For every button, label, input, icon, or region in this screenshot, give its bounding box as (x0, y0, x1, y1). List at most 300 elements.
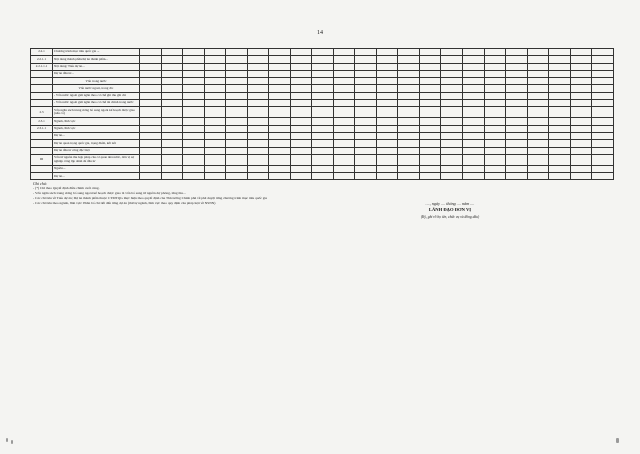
empty-cell (398, 125, 420, 132)
empty-cell (140, 92, 162, 99)
empty-cell (549, 132, 571, 139)
empty-cell (592, 78, 614, 85)
note-item: - Vốn ngân sách trung ương bổ sung ngoài kế hoạch được giao là vốn bổ sung từ nguồn dự phòng, tăng thu... (33, 191, 186, 195)
scan-speck (11, 440, 13, 444)
row-code (31, 70, 53, 77)
empty-cell (570, 173, 592, 180)
empty-cell (549, 154, 571, 165)
empty-cell (204, 132, 226, 139)
note-item: - Các chỉ tiêu về Tiểu dự án; Dự án thành phần thuộc CTMTQG thực hiện theo quyết định của Thủ tướng Chính phủ về phê duyệt từng chương trình mục tiêu quốc gia (33, 196, 268, 200)
empty-cell (419, 70, 441, 77)
empty-cell (398, 92, 420, 99)
empty-cell (140, 132, 162, 139)
empty-cell (506, 49, 528, 56)
empty-cell (226, 140, 248, 147)
empty-cell (183, 154, 205, 165)
empty-cell (161, 92, 183, 99)
empty-cell (333, 147, 355, 154)
row-description: Nội dung/ Tiểu dự án... (53, 63, 140, 70)
empty-cell (226, 118, 248, 125)
empty-cell (527, 173, 549, 180)
empty-cell (183, 140, 205, 147)
empty-cell (269, 56, 291, 63)
empty-cell (355, 100, 377, 107)
row-description: - Vốn nước ngoài giải ngân theo cơ chế tài chính trong nước (53, 100, 140, 107)
empty-cell (140, 70, 162, 77)
empty-cell (355, 49, 377, 56)
empty-cell (398, 165, 420, 172)
empty-cell (333, 125, 355, 132)
row-code: 2.3.1 (31, 118, 53, 125)
empty-cell (312, 173, 334, 180)
empty-cell (527, 154, 549, 165)
empty-cell (592, 70, 614, 77)
empty-cell (592, 132, 614, 139)
empty-cell (484, 173, 506, 180)
empty-cell (333, 70, 355, 77)
empty-cell (269, 118, 291, 125)
empty-cell (247, 118, 269, 125)
empty-cell (462, 85, 484, 92)
empty-cell (549, 49, 571, 56)
empty-cell (161, 173, 183, 180)
empty-cell (419, 107, 441, 118)
empty-cell (226, 132, 248, 139)
empty-cell (355, 140, 377, 147)
empty-cell (247, 107, 269, 118)
empty-cell (398, 78, 420, 85)
empty-cell (527, 147, 549, 154)
table-row (31, 125, 614, 132)
empty-cell (441, 70, 463, 77)
empty-cell (355, 132, 377, 139)
table-row (31, 70, 614, 77)
empty-cell (441, 63, 463, 70)
empty-cell (269, 165, 291, 172)
empty-cell (484, 118, 506, 125)
empty-cell (312, 63, 334, 70)
empty-cell (592, 173, 614, 180)
empty-cell (506, 63, 528, 70)
empty-cell (484, 132, 506, 139)
empty-cell (161, 165, 183, 172)
empty-cell (161, 107, 183, 118)
empty-cell (592, 140, 614, 147)
empty-cell (290, 147, 312, 154)
empty-cell (183, 132, 205, 139)
empty-cell (269, 70, 291, 77)
empty-cell (570, 56, 592, 63)
empty-cell (506, 147, 528, 154)
empty-cell (570, 100, 592, 107)
empty-cell (183, 107, 205, 118)
empty-cell (204, 147, 226, 154)
empty-cell (592, 107, 614, 118)
empty-cell (355, 107, 377, 118)
empty-cell (527, 49, 549, 56)
empty-cell (549, 70, 571, 77)
empty-cell (376, 125, 398, 132)
empty-cell (419, 173, 441, 180)
empty-cell (355, 85, 377, 92)
empty-cell (441, 165, 463, 172)
empty-cell (247, 173, 269, 180)
table-row (31, 165, 614, 172)
empty-cell (462, 49, 484, 56)
empty-cell (462, 165, 484, 172)
empty-cell (376, 85, 398, 92)
empty-cell (570, 125, 592, 132)
empty-cell (549, 118, 571, 125)
empty-cell (506, 173, 528, 180)
empty-cell (161, 100, 183, 107)
empty-cell (570, 154, 592, 165)
empty-cell (247, 70, 269, 77)
empty-cell (161, 118, 183, 125)
empty-cell (161, 63, 183, 70)
empty-cell (570, 78, 592, 85)
empty-cell (419, 140, 441, 147)
empty-cell (592, 100, 614, 107)
page-number: 14 (317, 30, 323, 36)
empty-cell (290, 85, 312, 92)
empty-cell (226, 92, 248, 99)
empty-cell (570, 107, 592, 118)
empty-cell (140, 56, 162, 63)
empty-cell (441, 125, 463, 132)
empty-cell (247, 125, 269, 132)
empty-cell (204, 125, 226, 132)
empty-cell (290, 165, 312, 172)
empty-cell (441, 56, 463, 63)
empty-cell (312, 165, 334, 172)
empty-cell (226, 100, 248, 107)
empty-cell (441, 49, 463, 56)
row-code (31, 132, 53, 139)
empty-cell (419, 56, 441, 63)
empty-cell (506, 85, 528, 92)
empty-cell (204, 85, 226, 92)
empty-cell (183, 118, 205, 125)
empty-cell (527, 63, 549, 70)
empty-cell (441, 173, 463, 180)
empty-cell (419, 154, 441, 165)
empty-cell (549, 107, 571, 118)
empty-cell (355, 92, 377, 99)
empty-cell (312, 140, 334, 147)
empty-cell (549, 125, 571, 132)
row-code (31, 100, 53, 107)
empty-cell (204, 63, 226, 70)
empty-cell (355, 70, 377, 77)
empty-cell (592, 56, 614, 63)
empty-cell (441, 92, 463, 99)
empty-cell (549, 165, 571, 172)
empty-cell (183, 147, 205, 154)
row-code (31, 78, 53, 85)
empty-cell (269, 92, 291, 99)
investment-plan-table (30, 48, 614, 180)
empty-cell (549, 63, 571, 70)
empty-cell (419, 132, 441, 139)
empty-cell (140, 165, 162, 172)
empty-cell (312, 132, 334, 139)
empty-cell (140, 49, 162, 56)
empty-cell (527, 140, 549, 147)
empty-cell (269, 78, 291, 85)
row-code (31, 140, 53, 147)
empty-cell (570, 132, 592, 139)
empty-cell (226, 49, 248, 56)
note-item: - (*) Chỉ theo Quyết định điều chỉnh cuối cùng. (33, 186, 100, 190)
row-code (31, 85, 53, 92)
empty-cell (419, 85, 441, 92)
empty-cell (355, 125, 377, 132)
empty-cell (462, 78, 484, 85)
row-description: Vốn từ nguồn thu hợp pháp của cơ quan nhà nước, đơn vị sự nghiệp công lập dành để đầu tư (53, 154, 140, 165)
empty-cell (183, 165, 205, 172)
empty-cell (376, 154, 398, 165)
empty-cell (484, 49, 506, 56)
empty-cell (355, 147, 377, 154)
empty-cell (462, 70, 484, 77)
empty-cell (484, 100, 506, 107)
empty-cell (376, 140, 398, 147)
empty-cell (398, 100, 420, 107)
empty-cell (269, 147, 291, 154)
empty-cell (376, 165, 398, 172)
empty-cell (312, 78, 334, 85)
empty-cell (226, 154, 248, 165)
empty-cell (441, 147, 463, 154)
empty-cell (183, 125, 205, 132)
empty-cell (226, 107, 248, 118)
empty-cell (527, 125, 549, 132)
empty-cell (183, 56, 205, 63)
note-item: - Các chỉ tiêu theo ngành, lĩnh vực: Phân bổ chi tiết đến từng dự án (thứ tự ngành, lĩnh vực theo quy định của pháp luật về NSNN) (33, 201, 216, 205)
empty-cell (419, 63, 441, 70)
empty-cell (161, 85, 183, 92)
empty-cell (140, 107, 162, 118)
row-description: Vốn ngân sách trung ương bổ sung ngoài kế hoạch được giao (nếu có) (53, 107, 140, 118)
empty-cell (247, 85, 269, 92)
empty-cell (484, 92, 506, 99)
empty-cell (226, 85, 248, 92)
empty-cell (355, 165, 377, 172)
empty-cell (484, 78, 506, 85)
empty-cell (140, 140, 162, 147)
empty-cell (333, 56, 355, 63)
empty-cell (140, 85, 162, 92)
empty-cell (376, 173, 398, 180)
empty-cell (592, 49, 614, 56)
table-row (31, 147, 614, 154)
empty-cell (462, 118, 484, 125)
empty-cell (204, 107, 226, 118)
empty-cell (506, 165, 528, 172)
empty-cell (419, 118, 441, 125)
empty-cell (290, 78, 312, 85)
empty-cell (398, 85, 420, 92)
empty-cell (398, 107, 420, 118)
empty-cell (506, 125, 528, 132)
empty-cell (376, 107, 398, 118)
empty-cell (290, 154, 312, 165)
empty-cell (549, 78, 571, 85)
empty-cell (333, 100, 355, 107)
signature-date-line: ...., ngày .... tháng .... năm .... (425, 201, 475, 206)
empty-cell (549, 85, 571, 92)
empty-cell (140, 63, 162, 70)
empty-cell (247, 154, 269, 165)
empty-cell (398, 63, 420, 70)
table-row (31, 132, 614, 139)
empty-cell (247, 147, 269, 154)
empty-cell (269, 107, 291, 118)
notes-heading: Ghi chú: (33, 181, 48, 186)
empty-cell (398, 56, 420, 63)
empty-cell (527, 118, 549, 125)
empty-cell (570, 165, 592, 172)
empty-cell (290, 125, 312, 132)
empty-cell (484, 165, 506, 172)
empty-cell (290, 70, 312, 77)
empty-cell (355, 154, 377, 165)
empty-cell (462, 92, 484, 99)
table-row (31, 118, 614, 125)
empty-cell (376, 56, 398, 63)
empty-cell (419, 92, 441, 99)
signature-subtitle: (Ký, ghi rõ họ tên, chức vụ và đóng dấu) (420, 214, 480, 219)
empty-cell (226, 63, 248, 70)
empty-cell (247, 132, 269, 139)
empty-cell (549, 56, 571, 63)
empty-cell (506, 107, 528, 118)
empty-cell (247, 49, 269, 56)
row-description: Ngành, lĩnh vực (53, 118, 140, 125)
empty-cell (462, 100, 484, 107)
empty-cell (484, 63, 506, 70)
empty-cell (419, 147, 441, 154)
table-row (31, 173, 614, 180)
empty-cell (247, 92, 269, 99)
empty-cell (183, 49, 205, 56)
empty-cell (183, 78, 205, 85)
empty-cell (161, 49, 183, 56)
empty-cell (462, 132, 484, 139)
empty-cell (570, 140, 592, 147)
empty-cell (441, 140, 463, 147)
empty-cell (506, 140, 528, 147)
empty-cell (570, 63, 592, 70)
empty-cell (204, 92, 226, 99)
row-description: Dự án quan trọng quốc gia, trọng điểm, kết nối (53, 140, 140, 147)
row-code: 2.2.1 (31, 49, 53, 56)
row-description: - Vốn nước ngoài giải ngân theo cơ chế ghi thu ghi chi (53, 92, 140, 99)
empty-cell (549, 140, 571, 147)
row-description: Nguồn... (53, 165, 140, 172)
empty-cell (140, 147, 162, 154)
empty-cell (312, 154, 334, 165)
empty-cell (441, 100, 463, 107)
empty-cell (570, 85, 592, 92)
empty-cell (290, 173, 312, 180)
empty-cell (484, 140, 506, 147)
empty-cell (333, 132, 355, 139)
scan-speck (616, 438, 619, 443)
empty-cell (398, 147, 420, 154)
empty-cell (376, 49, 398, 56)
row-code (31, 92, 53, 99)
table-row (31, 56, 614, 63)
row-code: 2.2.1.1.1 (31, 63, 53, 70)
empty-cell (549, 100, 571, 107)
empty-cell (376, 63, 398, 70)
empty-cell (484, 147, 506, 154)
empty-cell (140, 100, 162, 107)
empty-cell (398, 49, 420, 56)
empty-cell (269, 100, 291, 107)
table-row (31, 154, 614, 165)
empty-cell (290, 118, 312, 125)
empty-cell (570, 92, 592, 99)
empty-cell (269, 85, 291, 92)
empty-cell (161, 125, 183, 132)
empty-cell (333, 92, 355, 99)
empty-cell (312, 85, 334, 92)
row-code (31, 147, 53, 154)
empty-cell (247, 100, 269, 107)
empty-cell (247, 78, 269, 85)
empty-cell (247, 63, 269, 70)
empty-cell (506, 78, 528, 85)
empty-cell (549, 173, 571, 180)
empty-cell (376, 147, 398, 154)
empty-cell (247, 140, 269, 147)
empty-cell (312, 107, 334, 118)
empty-cell (441, 154, 463, 165)
empty-cell (312, 125, 334, 132)
empty-cell (161, 132, 183, 139)
empty-cell (376, 78, 398, 85)
empty-cell (592, 154, 614, 165)
empty-cell (290, 107, 312, 118)
table-row (31, 100, 614, 107)
empty-cell (462, 107, 484, 118)
row-description: Dự án... (53, 132, 140, 139)
empty-cell (247, 165, 269, 172)
empty-cell (506, 132, 528, 139)
empty-cell (441, 85, 463, 92)
row-code: 2.3.1.1 (31, 125, 53, 132)
empty-cell (333, 118, 355, 125)
empty-cell (269, 154, 291, 165)
empty-cell (484, 154, 506, 165)
row-description: Dự án đầu tư... (53, 70, 140, 77)
empty-cell (441, 132, 463, 139)
empty-cell (441, 107, 463, 118)
empty-cell (226, 56, 248, 63)
signature-title: LÃNH ĐẠO ĐƠN VỊ (428, 207, 472, 213)
empty-cell (269, 49, 291, 56)
row-description: Vốn trong nước (53, 78, 140, 85)
empty-cell (506, 100, 528, 107)
empty-cell (204, 56, 226, 63)
empty-cell (312, 56, 334, 63)
empty-cell (183, 85, 205, 92)
empty-cell (484, 70, 506, 77)
empty-cell (419, 78, 441, 85)
